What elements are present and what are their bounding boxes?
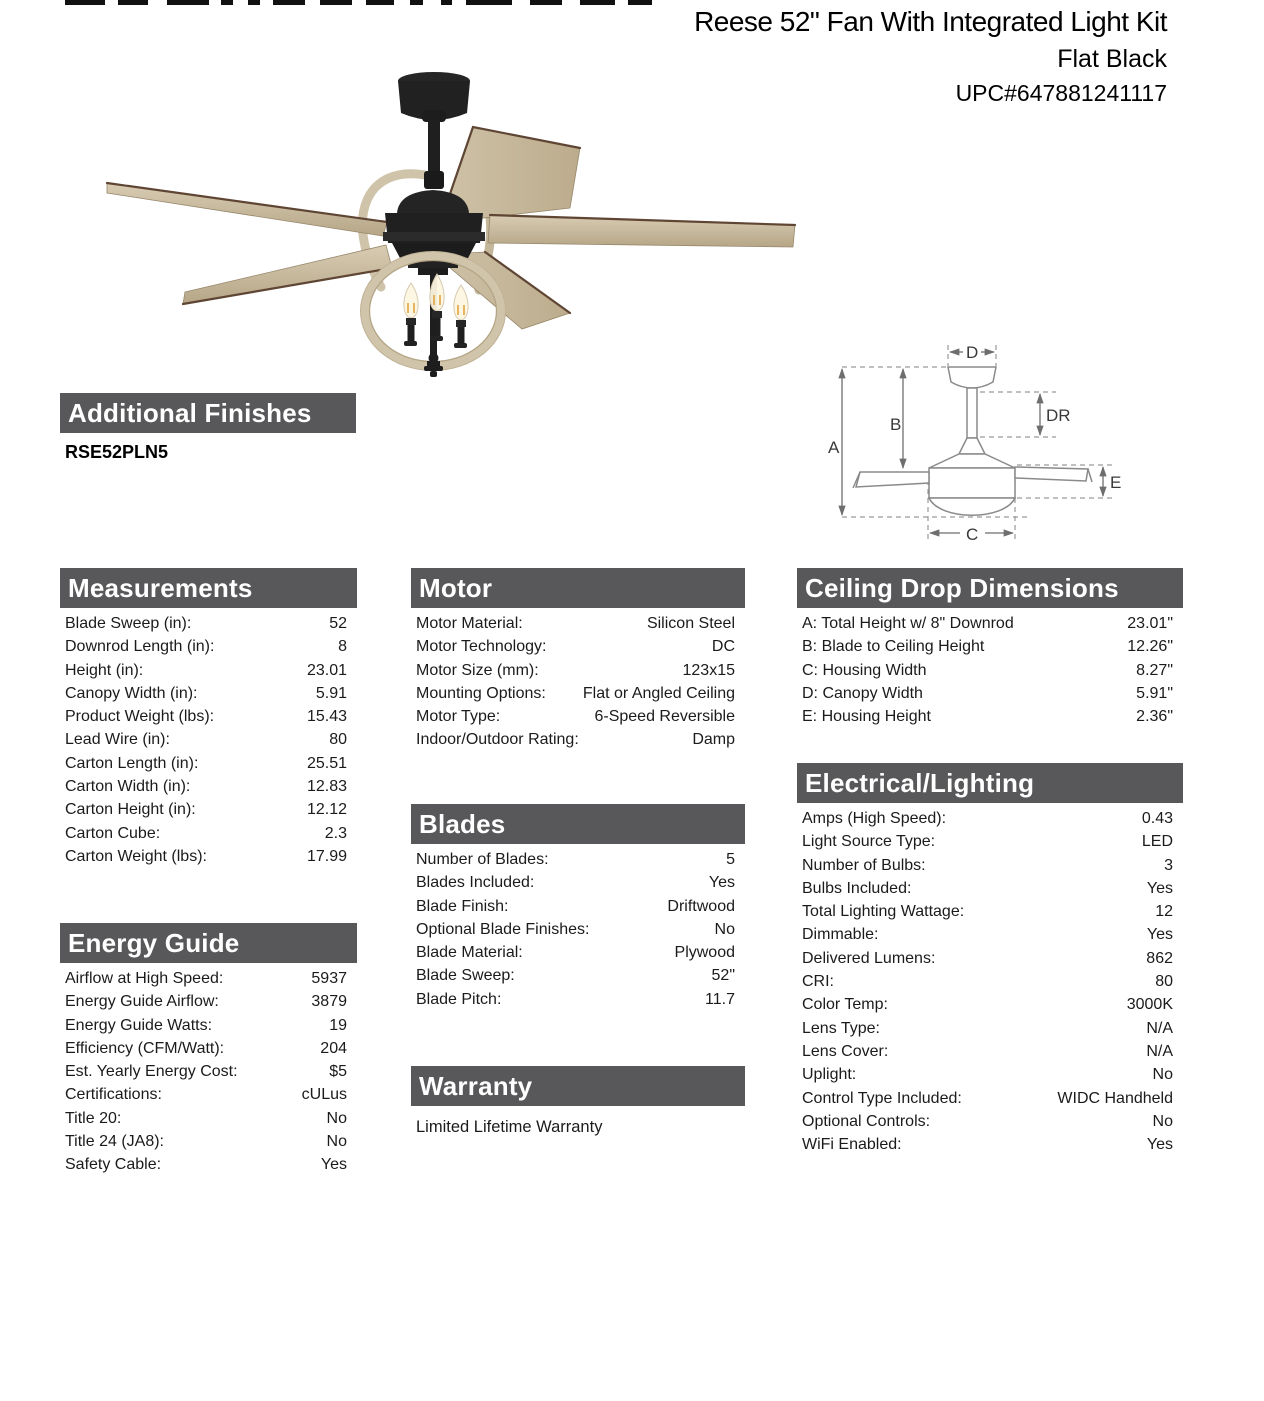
- spec-value: 15.43: [306, 708, 347, 726]
- spec-label: Certifications:: [65, 1086, 162, 1104]
- spec-label: Bulbs Included:: [802, 879, 912, 897]
- section-header-motor: [411, 568, 745, 608]
- section-header-ceiling-drop-dimensions: [797, 568, 1183, 608]
- section-header-warranty: [411, 1066, 745, 1106]
- spec-value: No: [326, 1109, 347, 1127]
- spec-value: No: [1152, 1066, 1173, 1084]
- spec-label: Energy Guide Airflow:: [65, 993, 219, 1011]
- spec-value: 11.7: [705, 990, 735, 1008]
- spec-value: LED: [1141, 833, 1173, 851]
- spec-value: DC: [711, 638, 735, 656]
- spec-rows: [411, 848, 745, 1011]
- spec-value: Yes: [708, 874, 735, 892]
- spec-row: [797, 923, 1183, 946]
- spec-value: Flat or Angled Ceiling: [582, 684, 735, 702]
- section-motor: [411, 568, 745, 752]
- section-header-measurements: [60, 568, 357, 608]
- spec-value: 2.36": [1136, 708, 1173, 726]
- spec-row: [797, 1017, 1183, 1040]
- spec-row: [60, 1153, 357, 1176]
- spec-row: [60, 1060, 357, 1083]
- spec-label: Blades Included:: [416, 874, 535, 892]
- spec-label: Canopy Width (in):: [65, 684, 198, 702]
- diagram-label-c: C: [966, 525, 979, 544]
- diagram-label-dr: DR: [1046, 406, 1071, 425]
- section-title: Warranty: [419, 1071, 533, 1101]
- spec-value: 5.91: [315, 684, 347, 702]
- section-title: Additional Finishes: [68, 398, 312, 428]
- spec-label: A: Total Height w/ 8" Downrod: [802, 615, 1014, 632]
- spec-row: [60, 1130, 357, 1153]
- spec-row: [411, 659, 745, 682]
- spec-row: [411, 705, 745, 728]
- product-title: Reese 52" Fan With Integrated Light Kit: [694, 6, 1167, 37]
- spec-row: [797, 682, 1183, 705]
- spec-rows: [60, 967, 357, 1177]
- spec-rows: [60, 612, 357, 868]
- section-header-energy-guide: [60, 923, 357, 963]
- spec-row: [411, 682, 745, 705]
- spec-row: [411, 964, 745, 987]
- diagram-label-b: B: [890, 415, 902, 434]
- spec-row: [797, 659, 1183, 682]
- spec-label: Lens Type:: [802, 1019, 880, 1037]
- spec-value: 2.3: [324, 824, 347, 842]
- spec-row: [797, 900, 1183, 923]
- spec-row: [60, 822, 357, 845]
- spec-rows: [797, 612, 1183, 728]
- spec-row: [797, 970, 1183, 993]
- spec-value: Yes: [1146, 926, 1173, 944]
- spec-value: Yes: [320, 1156, 347, 1174]
- spec-label: Blade Finish:: [416, 897, 509, 915]
- spec-label: Carton Weight (lbs):: [65, 847, 207, 865]
- spec-value: Plywood: [674, 944, 735, 962]
- spec-row: [797, 1063, 1183, 1086]
- section-blades: [411, 804, 745, 1011]
- spec-row: [797, 877, 1183, 900]
- section-header-electrical-lighting: [797, 763, 1183, 803]
- spec-row: [411, 918, 745, 941]
- section-title: Energy Guide: [68, 928, 240, 958]
- spec-row: [797, 1110, 1183, 1133]
- spec-value: 80: [1155, 973, 1173, 991]
- spec-value: $5: [329, 1063, 347, 1081]
- spec-value: Driftwood: [667, 897, 735, 915]
- spec-value: 12.83: [306, 778, 347, 796]
- spec-row: [797, 705, 1183, 728]
- spec-label: C: Housing Width: [802, 661, 927, 679]
- spec-row: [411, 871, 745, 894]
- spec-row: [60, 990, 357, 1013]
- spec-label: Product Weight (lbs):: [65, 708, 215, 726]
- spec-rows: [797, 807, 1183, 1156]
- spec-label: Motor Technology:: [416, 638, 547, 656]
- spec-row: [797, 807, 1183, 830]
- spec-value: 52: [329, 615, 347, 632]
- spec-label: Title 20:: [65, 1109, 122, 1127]
- spec-row: [60, 752, 357, 775]
- spec-label: Optional Controls:: [802, 1112, 931, 1130]
- spec-value: No: [326, 1133, 347, 1151]
- spec-label: Carton Height (in):: [65, 801, 196, 819]
- spec-label: Indoor/Outdoor Rating:: [416, 731, 579, 749]
- spec-row: [411, 635, 745, 658]
- warranty-text: Limited Lifetime Warranty: [416, 1118, 603, 1136]
- spec-value: 23.01: [306, 661, 347, 679]
- spec-value: N/A: [1146, 1042, 1173, 1060]
- spec-label: Carton Cube:: [65, 824, 161, 842]
- spec-label: Lens Cover:: [802, 1042, 889, 1060]
- spec-label: Airflow at High Speed:: [65, 970, 224, 987]
- spec-label: Est. Yearly Energy Cost:: [65, 1063, 238, 1081]
- section-title: Ceiling Drop Dimensions: [805, 573, 1119, 603]
- section-ceiling-drop-dimensions: [797, 568, 1183, 728]
- spec-label: B: Blade to Ceiling Height: [802, 638, 985, 656]
- spec-row: [60, 705, 357, 728]
- spec-value: 5: [726, 851, 735, 868]
- spec-value: N/A: [1146, 1019, 1173, 1037]
- spec-label: Mounting Options:: [416, 684, 546, 702]
- spec-label: Optional Blade Finishes:: [416, 920, 590, 938]
- section-additional-finishes: [60, 393, 356, 463]
- spec-label: Carton Length (in):: [65, 754, 199, 772]
- spec-row: [797, 1133, 1183, 1156]
- spec-value: 8: [338, 638, 347, 656]
- spec-value: 12.26": [1127, 638, 1173, 656]
- spec-label: Total Lighting Wattage:: [802, 903, 965, 921]
- spec-row: [60, 1083, 357, 1106]
- spec-label: Safety Cable:: [65, 1156, 162, 1174]
- ceiling-drop-diagram: [820, 330, 1200, 560]
- spec-value: 8.27": [1136, 661, 1173, 679]
- spec-row: [411, 848, 745, 871]
- spec-row: [797, 612, 1183, 635]
- spec-row: [60, 1107, 357, 1130]
- spec-value: 123x15: [682, 661, 735, 679]
- spec-label: Title 24 (JA8):: [65, 1133, 164, 1151]
- spec-value: 5937: [311, 970, 347, 987]
- spec-value: 52": [711, 967, 735, 985]
- spec-label: Height (in):: [65, 661, 144, 679]
- spec-row: [60, 659, 357, 682]
- spec-value: No: [1152, 1112, 1173, 1130]
- spec-label: Delivered Lumens:: [802, 949, 936, 967]
- section-energy-guide: [60, 923, 357, 1177]
- spec-value: Damp: [692, 731, 735, 749]
- spec-row: [797, 830, 1183, 853]
- spec-label: Blade Material:: [416, 944, 523, 962]
- spec-label: Motor Size (mm):: [416, 661, 539, 679]
- spec-label: Control Type Included:: [802, 1089, 962, 1107]
- spec-value: WIDC Handheld: [1057, 1089, 1173, 1107]
- spec-value: 5.91": [1136, 684, 1173, 702]
- spec-row: [797, 1087, 1183, 1110]
- spec-row: [60, 635, 357, 658]
- section-title: Motor: [419, 573, 493, 603]
- section-title: Electrical/Lighting: [805, 768, 1035, 798]
- spec-row: [797, 854, 1183, 877]
- spec-value: 3000K: [1126, 996, 1173, 1014]
- spec-row: [60, 798, 357, 821]
- spec-label: WiFi Enabled:: [802, 1136, 902, 1154]
- spec-row: [60, 612, 357, 635]
- additional-finish-model: RSE52PLN5: [65, 442, 169, 462]
- spec-label: Motor Type:: [416, 708, 501, 726]
- spec-label: Carton Width (in):: [65, 778, 191, 796]
- spec-label: Efficiency (CFM/Watt):: [65, 1039, 225, 1057]
- spec-row: [60, 728, 357, 751]
- spec-row: [797, 947, 1183, 970]
- spec-value: 3879: [311, 993, 347, 1011]
- spec-label: Lead Wire (in):: [65, 731, 170, 749]
- spec-label: Uplight:: [802, 1066, 857, 1084]
- section-measurements: [60, 568, 357, 868]
- spec-value: 19: [329, 1016, 347, 1034]
- spec-label: Blade Pitch:: [416, 990, 502, 1008]
- spec-value: 862: [1146, 949, 1173, 967]
- spec-label: Blade Sweep:: [416, 967, 515, 985]
- spec-value: 12: [1155, 903, 1173, 921]
- spec-value: 204: [320, 1039, 347, 1057]
- spec-value: 23.01": [1127, 615, 1173, 632]
- spec-rows: [411, 612, 745, 752]
- spec-value: cULus: [301, 1086, 347, 1104]
- spec-row: [60, 967, 357, 990]
- spec-row: [60, 1037, 357, 1060]
- spec-row: [411, 895, 745, 918]
- spec-label: D: Canopy Width: [802, 684, 923, 702]
- section-title: Measurements: [68, 573, 253, 603]
- spec-value: 3: [1164, 856, 1173, 874]
- spec-value: 6-Speed Reversible: [594, 708, 735, 726]
- spec-value: Silicon Steel: [646, 615, 735, 632]
- spec-row: [797, 635, 1183, 658]
- diagram-label-d: D: [966, 343, 979, 362]
- spec-label: Dimmable:: [802, 926, 879, 944]
- spec-value: 17.99: [306, 847, 347, 865]
- spec-row: [60, 1014, 357, 1037]
- spec-label: Downrod Length (in):: [65, 638, 215, 656]
- spec-value: 12.12: [306, 801, 347, 819]
- spec-value: 80: [329, 731, 347, 749]
- spec-row: [411, 988, 745, 1011]
- section-header-blades: [411, 804, 745, 844]
- spec-label: Energy Guide Watts:: [65, 1016, 213, 1034]
- spec-value: Yes: [1146, 879, 1173, 897]
- spec-label: Amps (High Speed):: [802, 810, 947, 827]
- product-upc: UPC#647881241117: [955, 80, 1167, 106]
- spec-row: [797, 1040, 1183, 1063]
- spec-label: Motor Material:: [416, 615, 523, 632]
- spec-label: E: Housing Height: [802, 708, 931, 726]
- spec-label: Color Temp:: [802, 996, 888, 1014]
- section-warranty: [411, 1066, 745, 1137]
- spec-row: [411, 612, 745, 635]
- product-finish: Flat Black: [1057, 45, 1167, 73]
- spec-row: [797, 993, 1183, 1016]
- spec-label: Number of Bulbs:: [802, 856, 926, 874]
- fan-product-image: [90, 55, 810, 395]
- spec-row: [60, 845, 357, 868]
- spec-row: [60, 682, 357, 705]
- spec-row: [411, 728, 745, 751]
- spec-value: Yes: [1146, 1136, 1173, 1154]
- section-title: Blades: [419, 809, 506, 839]
- spec-value: 0.43: [1141, 810, 1173, 827]
- spec-value: No: [714, 920, 735, 938]
- diagram-label-a: A: [828, 438, 840, 457]
- spec-label: Blade Sweep (in):: [65, 615, 192, 632]
- spec-label: CRI:: [802, 973, 834, 991]
- diagram-label-e: E: [1110, 473, 1122, 492]
- spec-label: Number of Blades:: [416, 851, 549, 868]
- section-header-additional-finishes: [60, 393, 356, 433]
- section-electrical-lighting: [797, 763, 1183, 1156]
- spec-label: Light Source Type:: [802, 833, 936, 851]
- spec-row: [60, 775, 357, 798]
- spec-value: 25.51: [306, 754, 347, 772]
- spec-row: [411, 941, 745, 964]
